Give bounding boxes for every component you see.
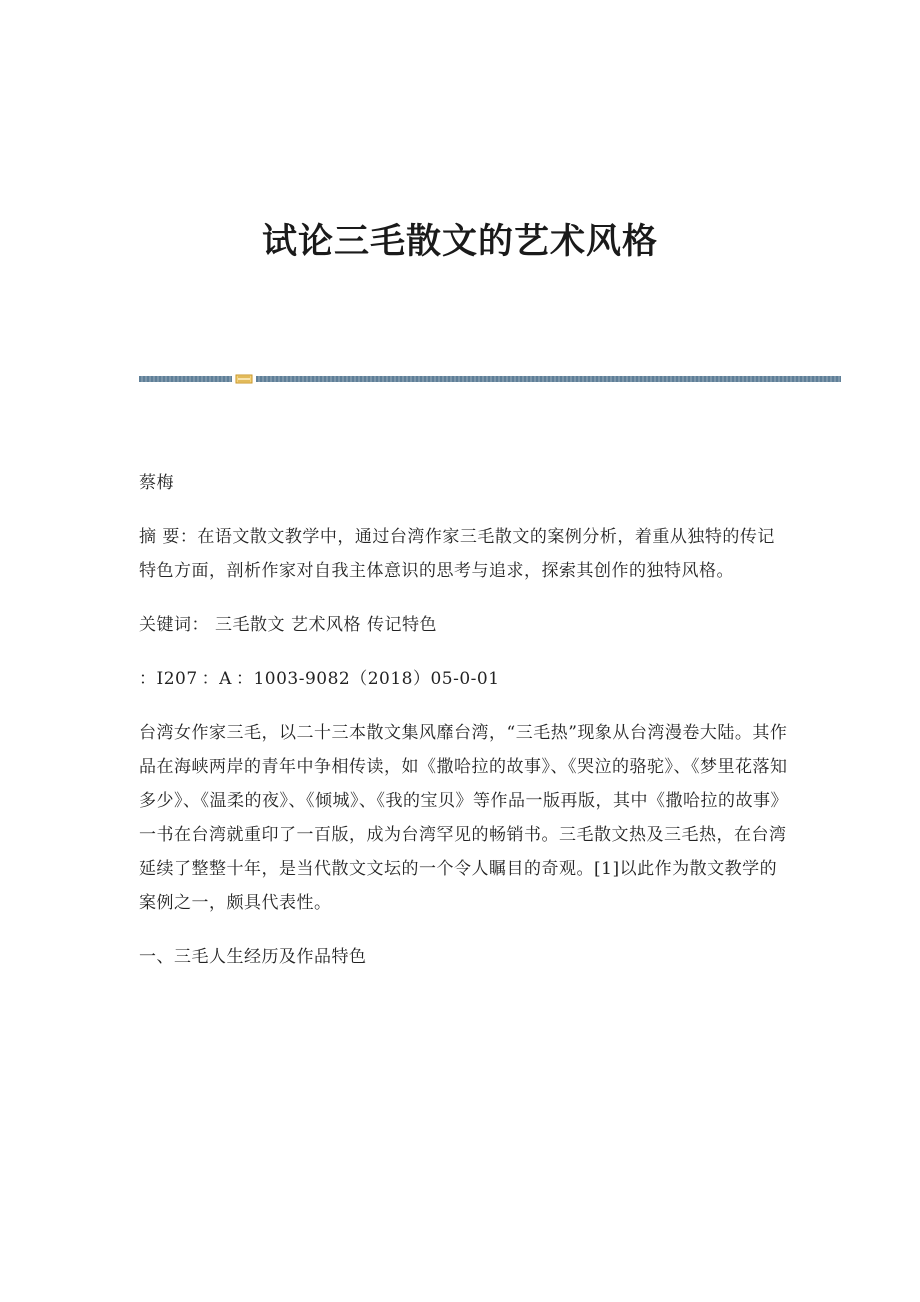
body-paragraph: 台湾女作家三毛，以二十三本散文集风靡台湾，“三毛热”现象从台湾漫卷大陆。其作品在海峡两岸的青年中争相传读，如《撒哈拉的故事》、《哭泣的骆驼》、《梦里花落知多少》、《温柔的夜》、《倾城》、《我的宝贝》等作品一版再版，其中《撒哈拉的故事》一书在台湾就重印了一百版，成为台湾罕见的畅销书。三毛散文热及三毛热，在台湾延续了整整十年，是当代散文文坛的一个令人瞩目的奇观。[1]以此作为散文教学的案例之一，颇具代表性。 bbox=[139, 723, 788, 913]
divider-bar-right bbox=[256, 376, 841, 382]
document-content bbox=[139, 466, 789, 994]
section-heading: 一、三毛人生经历及作品特色 bbox=[139, 947, 367, 967]
article-number: ：1003-9082（2018）05-0-01 bbox=[235, 669, 500, 689]
abstract bbox=[139, 520, 789, 588]
keyword-item: 三毛散文 bbox=[215, 615, 285, 635]
keyword-item: 艺术风格 bbox=[291, 615, 361, 635]
divider-ornament-icon bbox=[235, 374, 253, 384]
document-code: ：A bbox=[201, 669, 232, 689]
document-title: 试论三毛散文的艺术风格 bbox=[261, 221, 658, 262]
title-divider bbox=[139, 374, 841, 384]
divider-bar-left bbox=[139, 376, 232, 382]
abstract-label: 摘 要： bbox=[139, 527, 198, 547]
keywords bbox=[139, 608, 789, 642]
keyword-item: 传记特色 bbox=[367, 615, 437, 635]
classification-line bbox=[139, 662, 789, 696]
clc-number: ：I207 bbox=[139, 669, 198, 689]
author-name: 蔡梅 bbox=[139, 473, 174, 493]
keywords-label: 关键词： bbox=[139, 615, 209, 635]
abstract-text: 在语文散文教学中，通过台湾作家三毛散文的案例分析，着重从独特的传记特色方面，剖析作家对自我主体意识的思考与追求，探索其创作的独特风格。 bbox=[139, 527, 775, 581]
